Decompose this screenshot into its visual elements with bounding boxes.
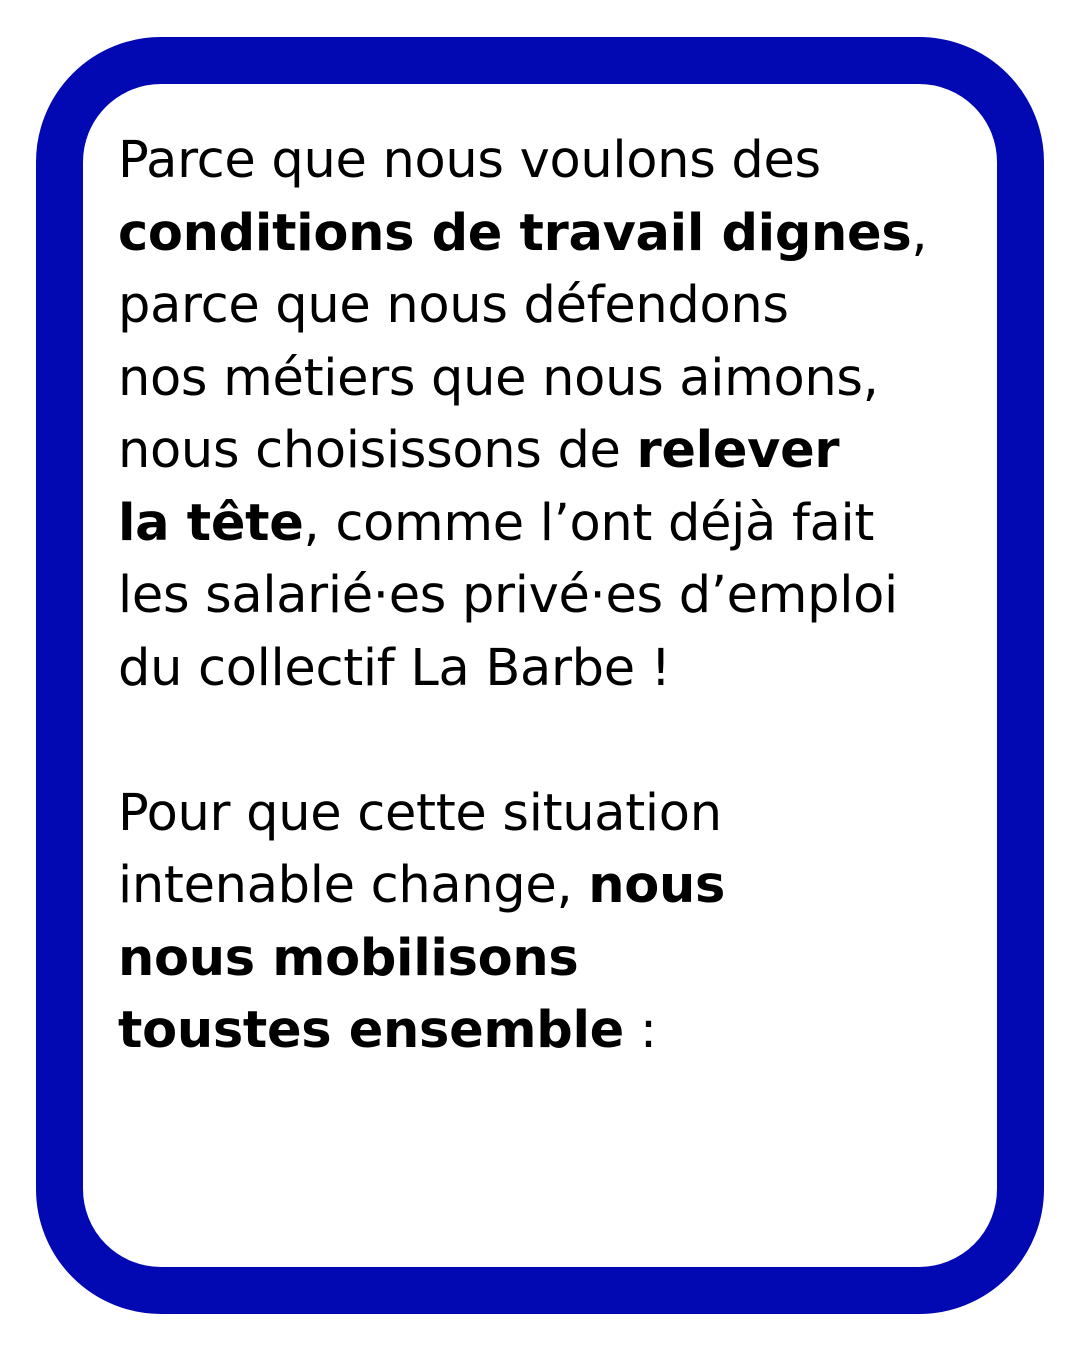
p2-line-2-text: intenable change,: [118, 856, 589, 915]
p1-line-1-text: Parce que nous voulons des: [118, 131, 821, 190]
p1-line-5-text: nous choisissons de: [118, 421, 637, 480]
p1-line-5: [118, 415, 978, 488]
emphasis-nous-mobilisons: nous mobilisons: [118, 928, 579, 988]
p1-line-8: [118, 633, 978, 706]
emphasis-conditions: conditions de travail dignes: [118, 203, 912, 263]
p1-line-8-text: du collectif La Barbe !: [118, 638, 671, 698]
p1-line-2-rest: ,: [911, 203, 928, 263]
p2-line-3: [118, 923, 978, 996]
emphasis-la-tete: la tête: [118, 493, 304, 553]
p1-line-1: [118, 125, 978, 198]
p1-line-3: [118, 270, 978, 343]
paragraph-1: [118, 125, 978, 705]
paragraph-gap: [118, 705, 978, 778]
emphasis-nous: nous: [588, 856, 726, 915]
p1-line-6-rest: , comme l’ont déjà fait: [303, 493, 875, 553]
p1-line-6: [118, 488, 978, 561]
message-text: [118, 125, 978, 1068]
p1-line-3-text: parce que nous défendons: [118, 276, 789, 335]
p1-line-7: [118, 560, 978, 633]
paragraph-2: [118, 778, 978, 1068]
p1-line-2: [118, 198, 978, 271]
p2-line-1: [118, 778, 978, 851]
emphasis-relever: relever: [636, 421, 840, 480]
p1-line-4-text: nos métiers que nous aimons,: [118, 348, 879, 408]
p2-line-1-text: Pour que cette situation: [118, 783, 722, 843]
p2-line-2: [118, 850, 978, 923]
p2-line-4: [118, 995, 978, 1068]
p2-line-4-rest: :: [623, 1001, 657, 1060]
p1-line-7-text: les salarié·es privé·es d’emploi: [118, 566, 898, 625]
p1-line-4: [118, 343, 978, 416]
emphasis-toustes-ensemble: toustes ensemble: [118, 1001, 624, 1060]
